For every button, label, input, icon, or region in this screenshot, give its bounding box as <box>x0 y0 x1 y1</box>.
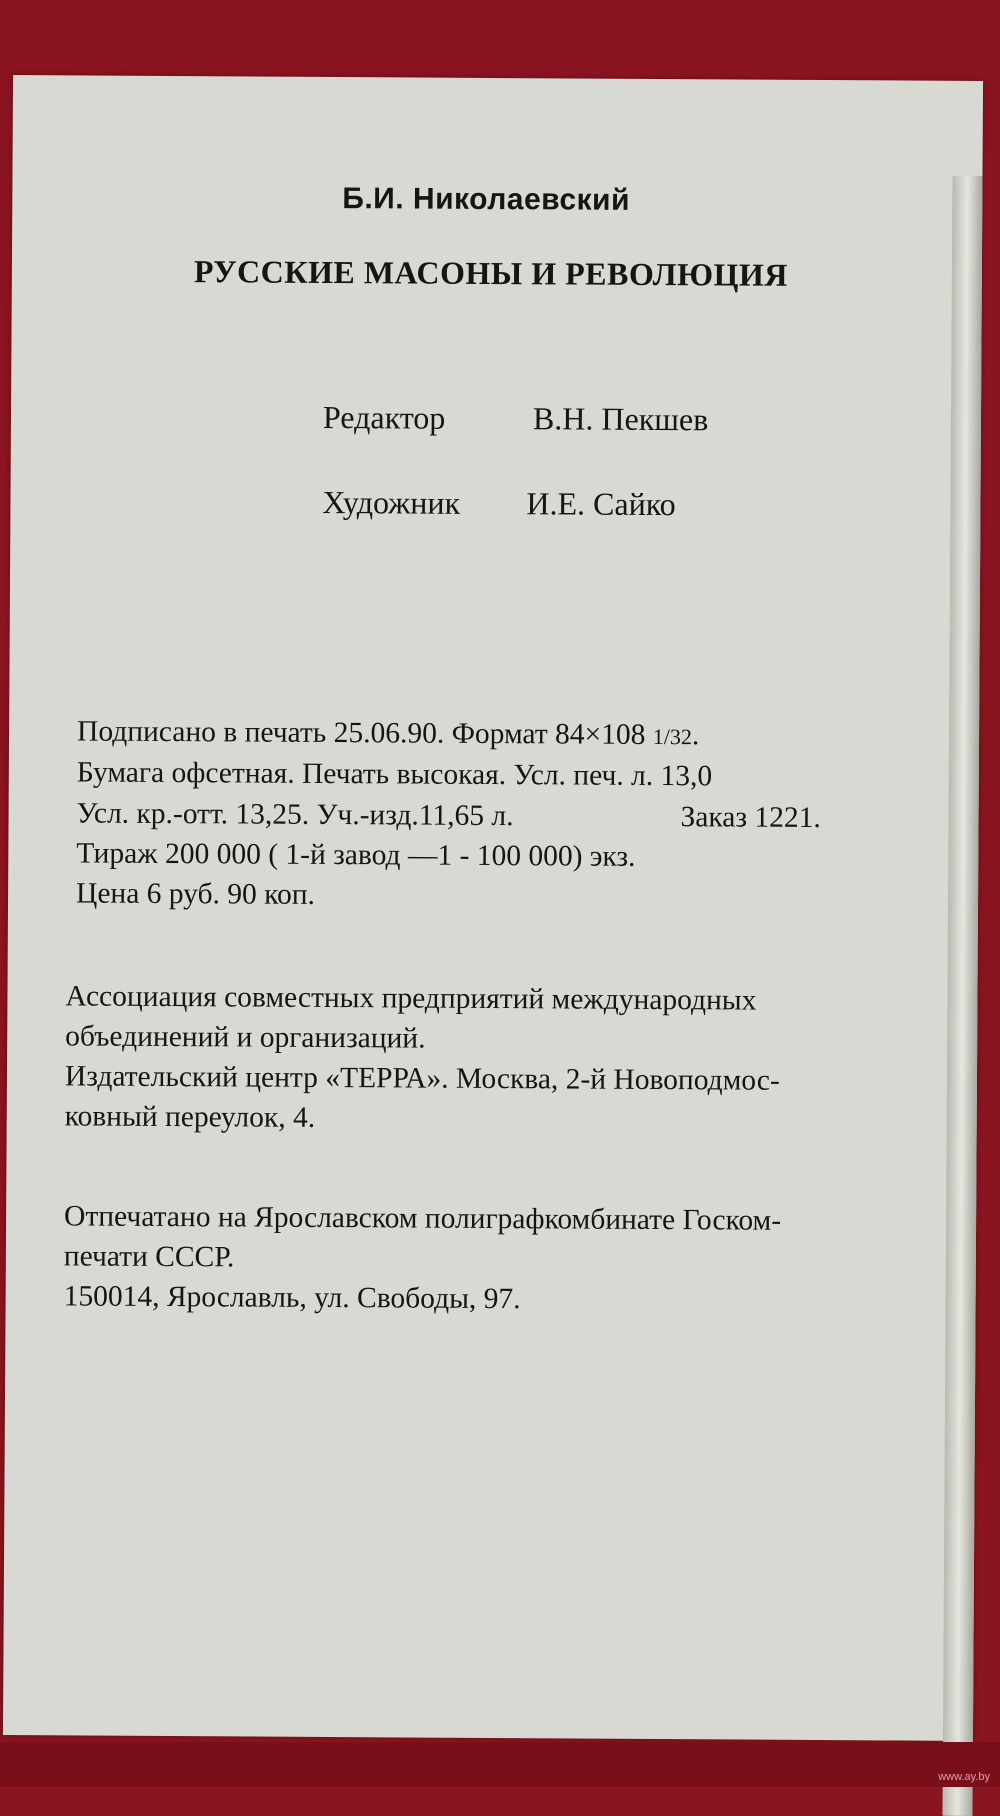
imprint-line-1-text: Подписано в печать 25.06.90. Формат 84×108 <box>76 715 646 751</box>
printer-line-3: 150014, Ярославль, ул. Свободы, 97. <box>63 1280 521 1316</box>
book-page <box>3 75 983 1741</box>
imprint-line-1-end: . <box>691 719 700 752</box>
imprint-line-3-left: Усл. кр.-отт. 13,25. Уч.-изд.11,65 л. <box>76 797 514 833</box>
price-line: Цена 6 руб. 90 коп. <box>75 877 316 911</box>
book-title: РУССКИЕ МАСОНЫ И РЕВОЛЮЦИЯ <box>193 253 789 293</box>
imprint-line-4: Тираж 200 000 ( 1-й завод —1 - 100 000) экз. <box>76 837 636 873</box>
imprint-line-1 <box>77 715 699 752</box>
publisher-line-1: Ассоциация совместных предприятий международных <box>65 980 757 1017</box>
publisher-line-2: объединений и организаций. <box>65 1020 426 1055</box>
imprint-line-2: Бумага офсетная. Печать высокая. Усл. печ. л. 13,0 <box>76 756 713 793</box>
artist-role: Художник <box>322 483 461 521</box>
printer-line-2: печати СССР. <box>63 1240 235 1274</box>
artist-name: И.Е. Сайко <box>526 485 676 523</box>
order-number: Заказ 1221. <box>680 801 821 835</box>
format-fraction: 1/32 <box>652 723 693 750</box>
page-edge <box>942 176 982 1816</box>
watermark-text: www.ay.by <box>938 1771 990 1783</box>
editor-role: Редактор <box>322 398 446 436</box>
printer-line-1: Отпечатано на Ярославском полиграфкомбинате Госком- <box>64 1200 782 1237</box>
publisher-line-4: ковный переулок, 4. <box>64 1100 316 1134</box>
publisher-line-3: Издательский центр «ТЕРРА». Москва, 2-й Новоподмос- <box>64 1060 780 1097</box>
book-author: Б.И. Николаевский <box>342 182 631 217</box>
editor-name: В.Н. Пекшев <box>532 400 709 438</box>
background-cloth <box>0 1742 1000 1787</box>
